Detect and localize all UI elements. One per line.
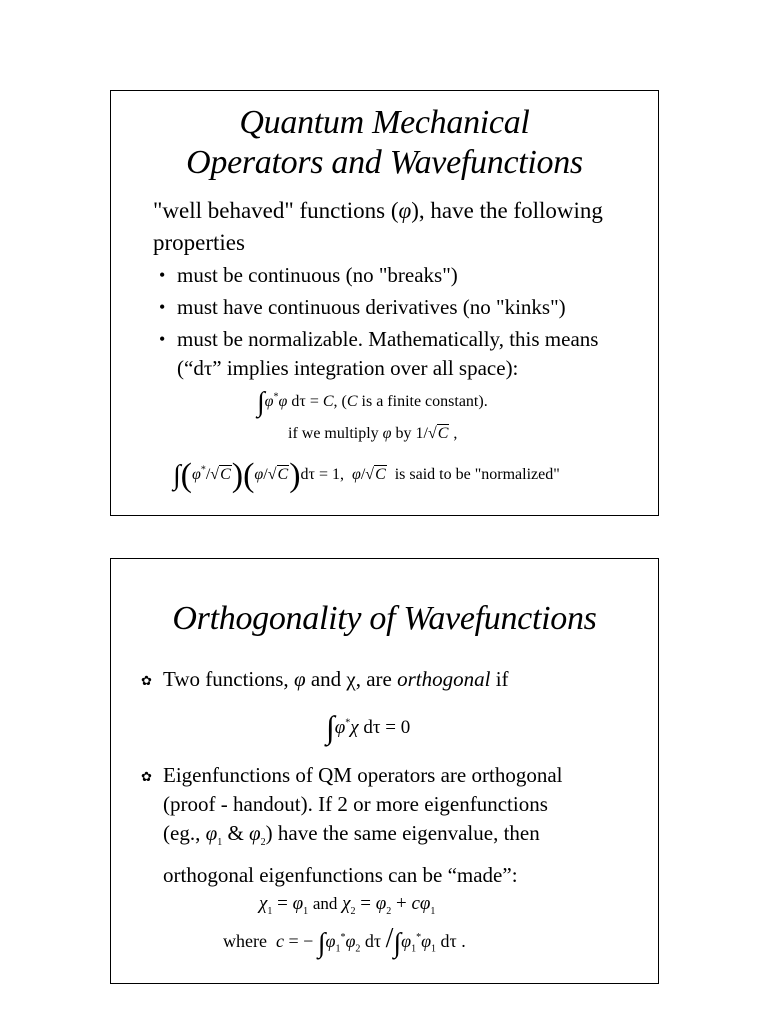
eq2-text: if we multiply [288,425,379,442]
list-item [157,293,647,322]
orthogonal-definition: Two functions, φ and χ, are orthogonal if [163,667,509,691]
list-item-text: must be normalizable. Mathematically, this means (“dτ” implies integration over all space): [177,327,599,380]
p2-line3: (eg., $\varphi_1$ & $\varphi_2$) have the same eigenvalue, then [163,821,540,849]
bullet-icon: • [159,297,166,317]
slide1-title-line2: Operators and Wavefunctions [186,144,583,181]
and-word: and [312,894,338,913]
made-statement: orthogonal eigenfunctions can be “made”: [163,863,518,887]
well-behaved-intro [153,195,633,259]
where-word: where [223,931,267,951]
p2-line2: (proof - handout). If 2 or more eigenfunctions [163,792,548,816]
gram-schmidt-equation: $\chi_1 = \varphi_1$ and $\chi_2 = \varphi_2 + c\varphi_1$ [259,893,436,917]
p1-orthogonal: orthogonal [397,667,491,691]
eigenfunction-paragraph [163,761,643,857]
p1-d: if [495,667,509,691]
list-item [157,325,647,383]
p2-line3-b: ) have the same eigenvalue, then [265,821,540,845]
intro-phi: φ [398,198,412,223]
p1-c: , are [355,667,392,691]
slide1-title-line1: Quantum Mechanical [239,104,530,141]
slide-orthogonality [110,558,659,984]
p1-a: Two functions, [163,667,289,691]
slide-normalization [110,90,659,516]
list-item [157,261,647,290]
p1-b: and [310,667,342,691]
orthogonality-integral: ∫φ*χ dτ = 0 [326,709,411,745]
intro-text-b: ), have the following properties [153,198,603,255]
list-item-text: must be continuous (no "breaks") [177,263,458,287]
list-item-text: must have continuous derivatives (no "kinks") [177,295,566,319]
eq1-text: is a finite constant). [361,393,488,410]
p2-line3-a: (eg., [163,821,201,845]
normalized-equation: ∫(φ*/√C)(φ/√C)dτ = 1, φ/√C is said to be "normalized" [173,457,560,494]
slide1-title [111,103,658,183]
multiply-statement: if we multiply φ by 1/√C , [288,425,458,442]
eq2-by: by [395,425,412,442]
flower-bullet-icon: ✿ [141,769,152,784]
normalization-integral-equation: ∫φ*φ dτ = C, (C is a finite constant). [257,387,488,418]
slide2-title: Orthogonality of Wavefunctions [172,600,597,637]
flower-bullet-icon: ✿ [141,673,152,688]
intro-text-a: "well behaved" functions ( [153,198,399,223]
coefficient-equation: where c = − $\int\varphi_1^*\varphi_2$ dτ $/\int\varphi_1^*\varphi_1$ dτ . [223,923,466,959]
p2-line1: Eigenfunctions of QM operators are orthogonal [163,763,563,787]
eq3-text: is said to be "normalized" [394,466,560,483]
bullet-icon: • [159,265,166,285]
bullet-icon: • [159,329,166,349]
properties-list [157,261,647,386]
